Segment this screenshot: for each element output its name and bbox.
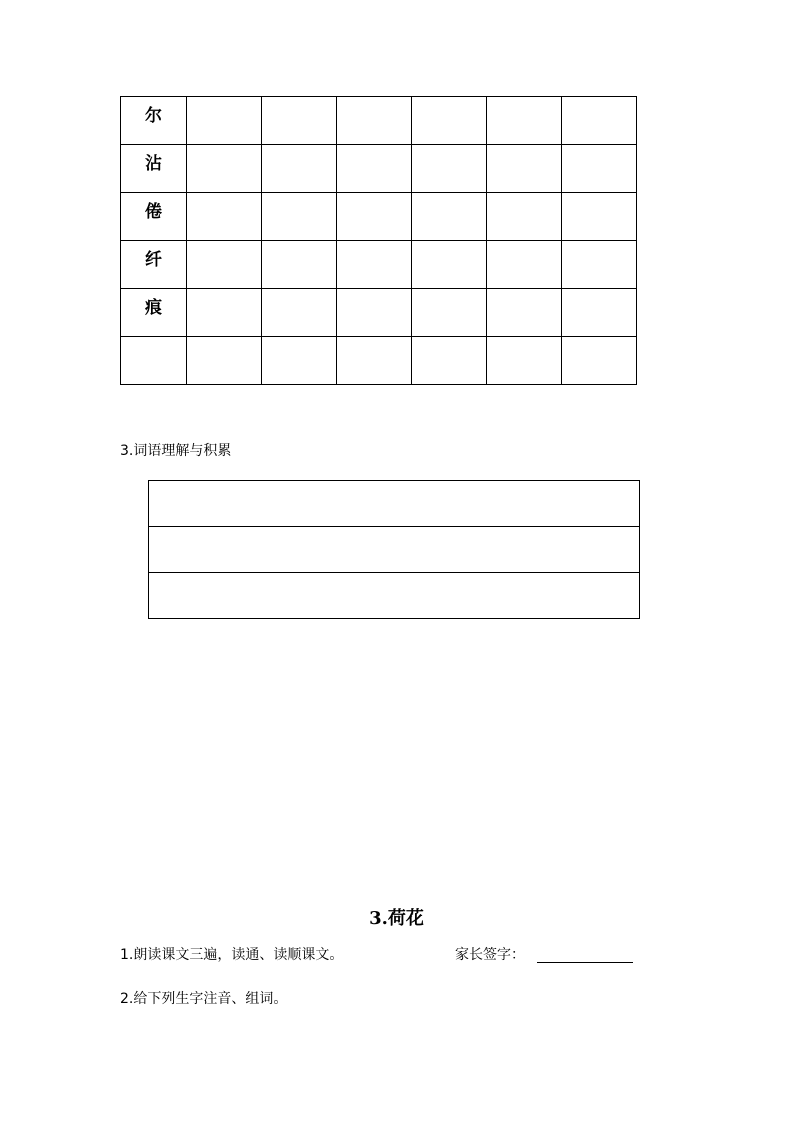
grid-writing-cell[interactable] <box>187 289 262 337</box>
grid-writing-cell[interactable] <box>562 193 637 241</box>
grid-writing-cell[interactable] <box>487 97 562 145</box>
grid-writing-cell[interactable] <box>187 337 262 385</box>
grid-writing-cell[interactable] <box>412 193 487 241</box>
grid-row <box>121 145 637 193</box>
grid-writing-cell[interactable] <box>337 289 412 337</box>
grid-writing-cell[interactable] <box>337 193 412 241</box>
parent-sign-label: 家长签字： <box>455 947 525 963</box>
grid-writing-cell[interactable] <box>187 193 262 241</box>
grid-writing-cell[interactable] <box>562 289 637 337</box>
grid-writing-cell[interactable] <box>262 97 337 145</box>
grid-row <box>121 289 637 337</box>
grid-writing-cell[interactable] <box>337 337 412 385</box>
grid-writing-cell[interactable] <box>337 145 412 193</box>
grid-writing-cell[interactable] <box>337 97 412 145</box>
grid-character-cell <box>121 337 187 385</box>
grid-row <box>121 337 637 385</box>
word-answer-row[interactable] <box>149 573 640 619</box>
grid-writing-cell[interactable] <box>262 289 337 337</box>
grid-writing-cell[interactable] <box>262 241 337 289</box>
grid-writing-cell[interactable] <box>562 337 637 385</box>
grid-writing-cell[interactable] <box>562 97 637 145</box>
grid-row <box>121 241 637 289</box>
grid-writing-cell[interactable] <box>262 337 337 385</box>
grid-writing-cell[interactable] <box>412 289 487 337</box>
lesson-title: 3.荷花 <box>369 908 424 929</box>
grid-character-cell: 纤 <box>121 241 187 289</box>
character-practice-grid <box>120 96 637 385</box>
task-2-text: 2.给下列生字注音、组词。 <box>120 991 288 1007</box>
grid-writing-cell[interactable] <box>412 337 487 385</box>
grid-writing-cell[interactable] <box>412 145 487 193</box>
grid-writing-cell[interactable] <box>487 241 562 289</box>
grid-character-cell: 沾 <box>121 145 187 193</box>
task-1-text: 1.朗读课文三遍，读通、读顺课文。 <box>120 947 344 963</box>
grid-row <box>121 97 637 145</box>
grid-character-cell: 尔 <box>121 97 187 145</box>
grid-writing-cell[interactable] <box>337 241 412 289</box>
grid-writing-cell[interactable] <box>562 241 637 289</box>
grid-writing-cell[interactable] <box>487 289 562 337</box>
word-understanding-heading: 3.词语理解与积累 <box>120 443 232 459</box>
grid-character-cell: 倦 <box>121 193 187 241</box>
grid-writing-cell[interactable] <box>562 145 637 193</box>
word-answer-box <box>148 480 640 619</box>
grid-character-cell: 痕 <box>121 289 187 337</box>
grid-writing-cell[interactable] <box>412 97 487 145</box>
grid-writing-cell[interactable] <box>187 145 262 193</box>
word-answer-row[interactable] <box>149 481 640 527</box>
word-answer-row[interactable] <box>149 527 640 573</box>
grid-writing-cell[interactable] <box>187 241 262 289</box>
grid-writing-cell[interactable] <box>487 193 562 241</box>
grid-writing-cell[interactable] <box>262 193 337 241</box>
grid-writing-cell[interactable] <box>487 145 562 193</box>
grid-writing-cell[interactable] <box>412 241 487 289</box>
grid-writing-cell[interactable] <box>187 97 262 145</box>
grid-row <box>121 193 637 241</box>
parent-signature-line[interactable] <box>537 962 633 963</box>
grid-writing-cell[interactable] <box>487 337 562 385</box>
grid-writing-cell[interactable] <box>262 145 337 193</box>
